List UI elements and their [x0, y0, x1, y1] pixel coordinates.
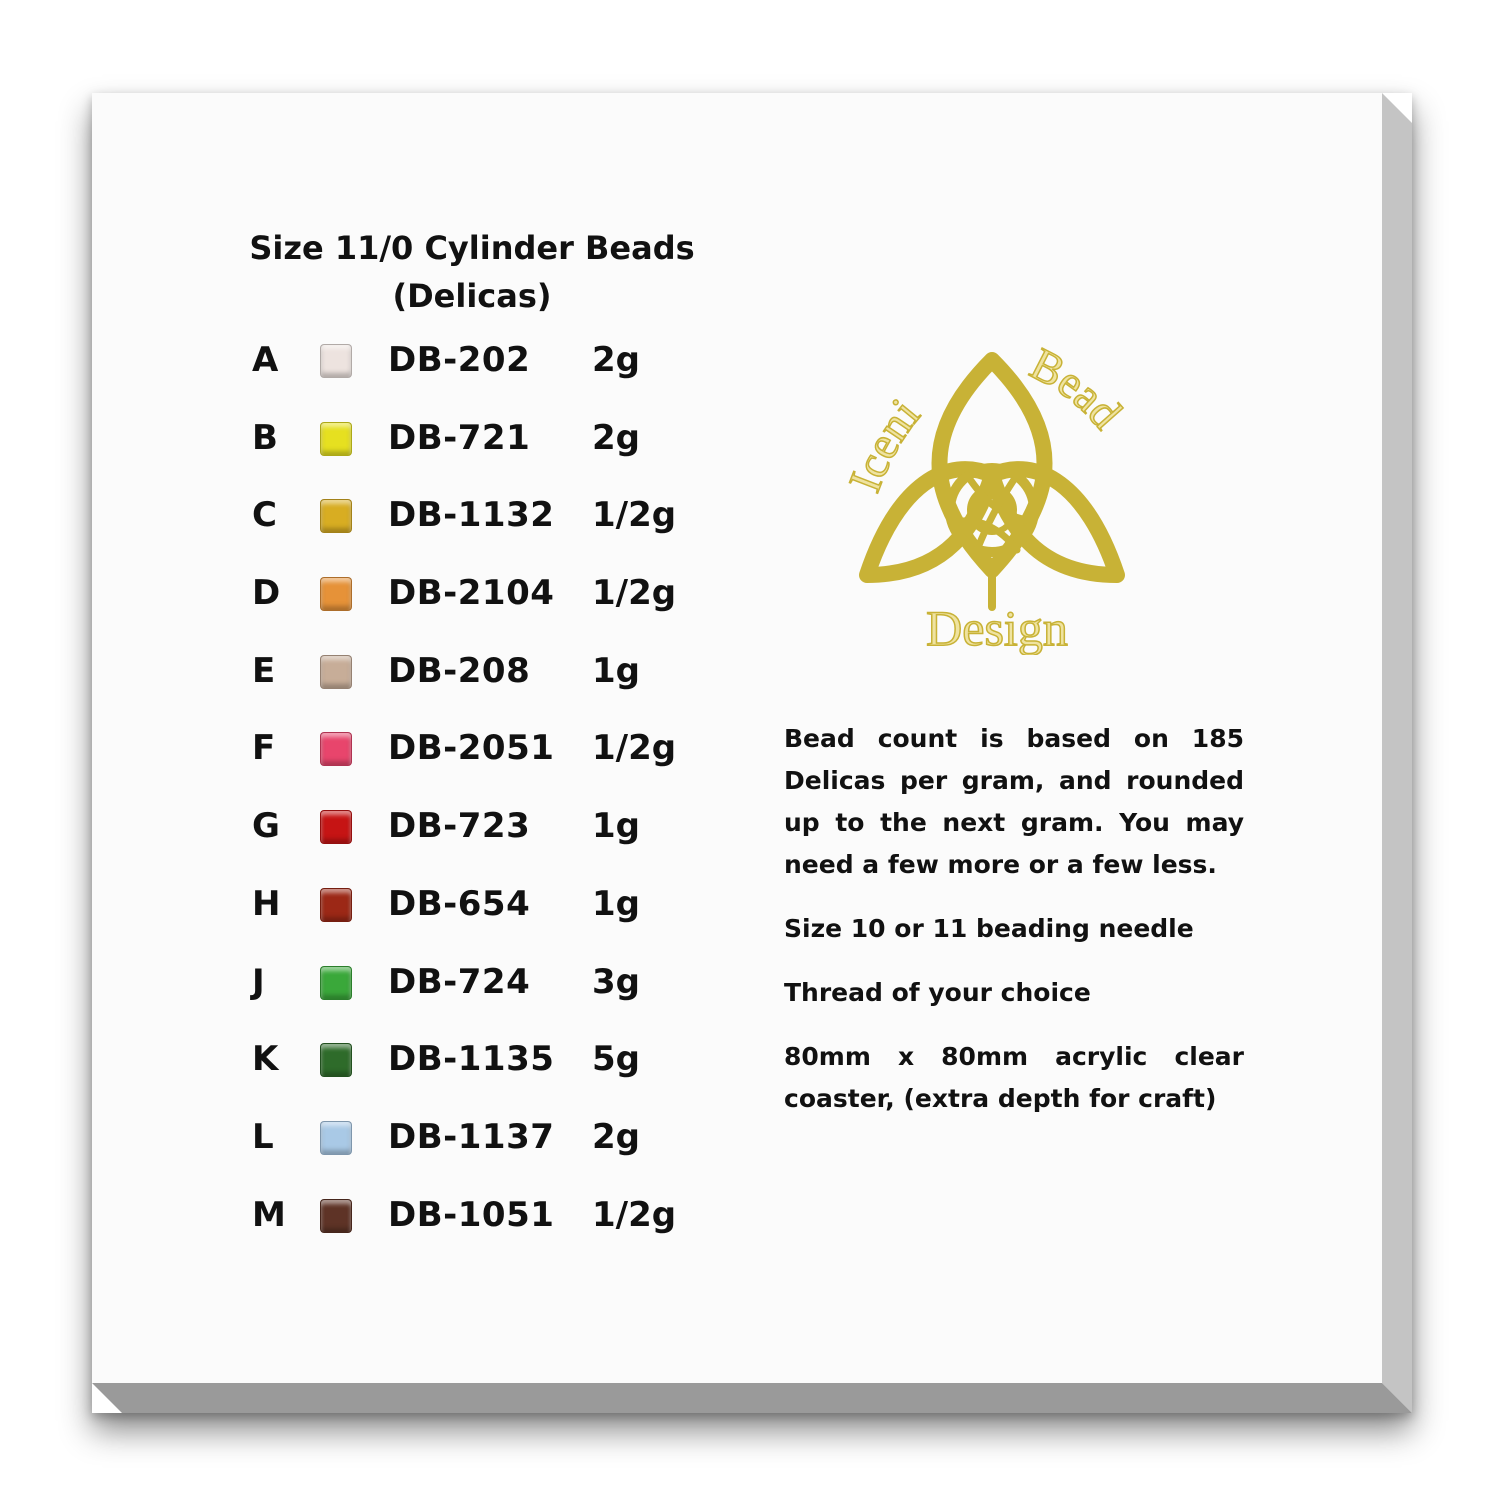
- bead-color-swatch: [320, 344, 352, 378]
- bead-quantity: 2g: [592, 340, 640, 380]
- bevel-bottom: [92, 1383, 1412, 1413]
- bead-row: [252, 571, 732, 649]
- logo-word-design: Design: [926, 600, 1068, 655]
- bead-color-swatch: [320, 577, 352, 611]
- bead-row: [252, 338, 732, 416]
- bead-quantity: 1/2g: [592, 1194, 677, 1235]
- bead-code: DB-2051: [388, 728, 555, 769]
- bead-color-swatch: [320, 966, 352, 1000]
- bead-letter: E: [252, 650, 276, 691]
- bead-color-swatch: [320, 1043, 352, 1077]
- bead-code: DB-723: [388, 806, 531, 847]
- bead-letter: H: [252, 883, 281, 924]
- bead-letter: M: [252, 1194, 286, 1235]
- title-line-1: Size 11/0 Cylinder Beads: [249, 229, 695, 267]
- bead-row: [252, 649, 732, 727]
- page-title: [232, 224, 712, 320]
- bead-letter: C: [252, 495, 277, 536]
- bead-row: [252, 804, 732, 882]
- bead-quantity: 1/2g: [592, 728, 677, 769]
- bead-code: DB-1135: [388, 1039, 555, 1080]
- bead-quantity: 1/2g: [592, 573, 677, 614]
- bead-code: DB-1051: [388, 1194, 555, 1235]
- note-line: 80mm x 80mm acrylic clear coaster, (extra depth for craft): [784, 1042, 1244, 1113]
- bead-row: [252, 1193, 732, 1271]
- bead-color-swatch: [320, 810, 352, 844]
- bead-quantity: 1g: [592, 650, 640, 691]
- logo-word-bead: Bead: [1022, 345, 1133, 439]
- celtic-knot-logo-icon: [827, 345, 1157, 655]
- bead-letter: F: [252, 728, 276, 769]
- bead-code: DB-202: [388, 340, 531, 380]
- bead-row: [252, 416, 732, 494]
- bead-code: DB-1132: [388, 495, 555, 536]
- bead-code: DB-724: [388, 961, 531, 1002]
- bead-quantity: 1g: [592, 806, 640, 847]
- note-line: Size 10 or 11 beading needle: [784, 914, 1194, 943]
- bead-letter: J: [252, 961, 265, 1002]
- bead-quantity: 2g: [592, 417, 640, 458]
- logo-word-iceni: Iceni: [838, 388, 930, 499]
- bevel-right: [1382, 93, 1412, 1413]
- bead-letter: A: [252, 340, 279, 380]
- bead-code: DB-1137: [388, 1116, 555, 1157]
- note-line: Bead count is based on 185 Delicas per gram, and rounded up to the next gram. You may need a few more or a few less.: [784, 724, 1244, 879]
- title-line-2: (Delicas): [392, 277, 552, 315]
- bead-code: DB-208: [388, 650, 531, 691]
- bead-color-swatch: [320, 499, 352, 533]
- info-card: [92, 93, 1382, 1383]
- bead-letter: B: [252, 417, 278, 458]
- materials-notes: [784, 718, 1244, 1142]
- bead-letter: K: [252, 1039, 279, 1080]
- bead-row: [252, 726, 732, 804]
- bead-quantity: 5g: [592, 1039, 640, 1080]
- bead-row: [252, 882, 732, 960]
- bead-letter: D: [252, 573, 281, 614]
- bead-code: DB-654: [388, 883, 531, 924]
- bead-quantity: 3g: [592, 961, 640, 1002]
- tile-frame: [92, 93, 1412, 1413]
- bead-row: [252, 960, 732, 1038]
- bead-quantity: 2g: [592, 1116, 640, 1157]
- bead-color-swatch: [320, 422, 352, 456]
- bead-row: [252, 1037, 732, 1115]
- bead-color-swatch: [320, 732, 352, 766]
- bead-letter: L: [252, 1116, 274, 1157]
- bead-color-swatch: [320, 1199, 352, 1233]
- bead-quantity: 1g: [592, 883, 640, 924]
- bead-code: DB-721: [388, 417, 531, 458]
- bead-code: DB-2104: [388, 573, 555, 614]
- bead-row: [252, 493, 732, 571]
- bead-color-swatch: [320, 888, 352, 922]
- bead-list: [252, 338, 732, 1270]
- bead-letter: G: [252, 806, 280, 847]
- bead-color-swatch: [320, 1121, 352, 1155]
- note-line: Thread of your choice: [784, 978, 1091, 1007]
- bead-color-swatch: [320, 655, 352, 689]
- bead-quantity: 1/2g: [592, 495, 677, 536]
- bead-row: [252, 1115, 732, 1193]
- iceni-bead-design-logo: [827, 345, 1157, 655]
